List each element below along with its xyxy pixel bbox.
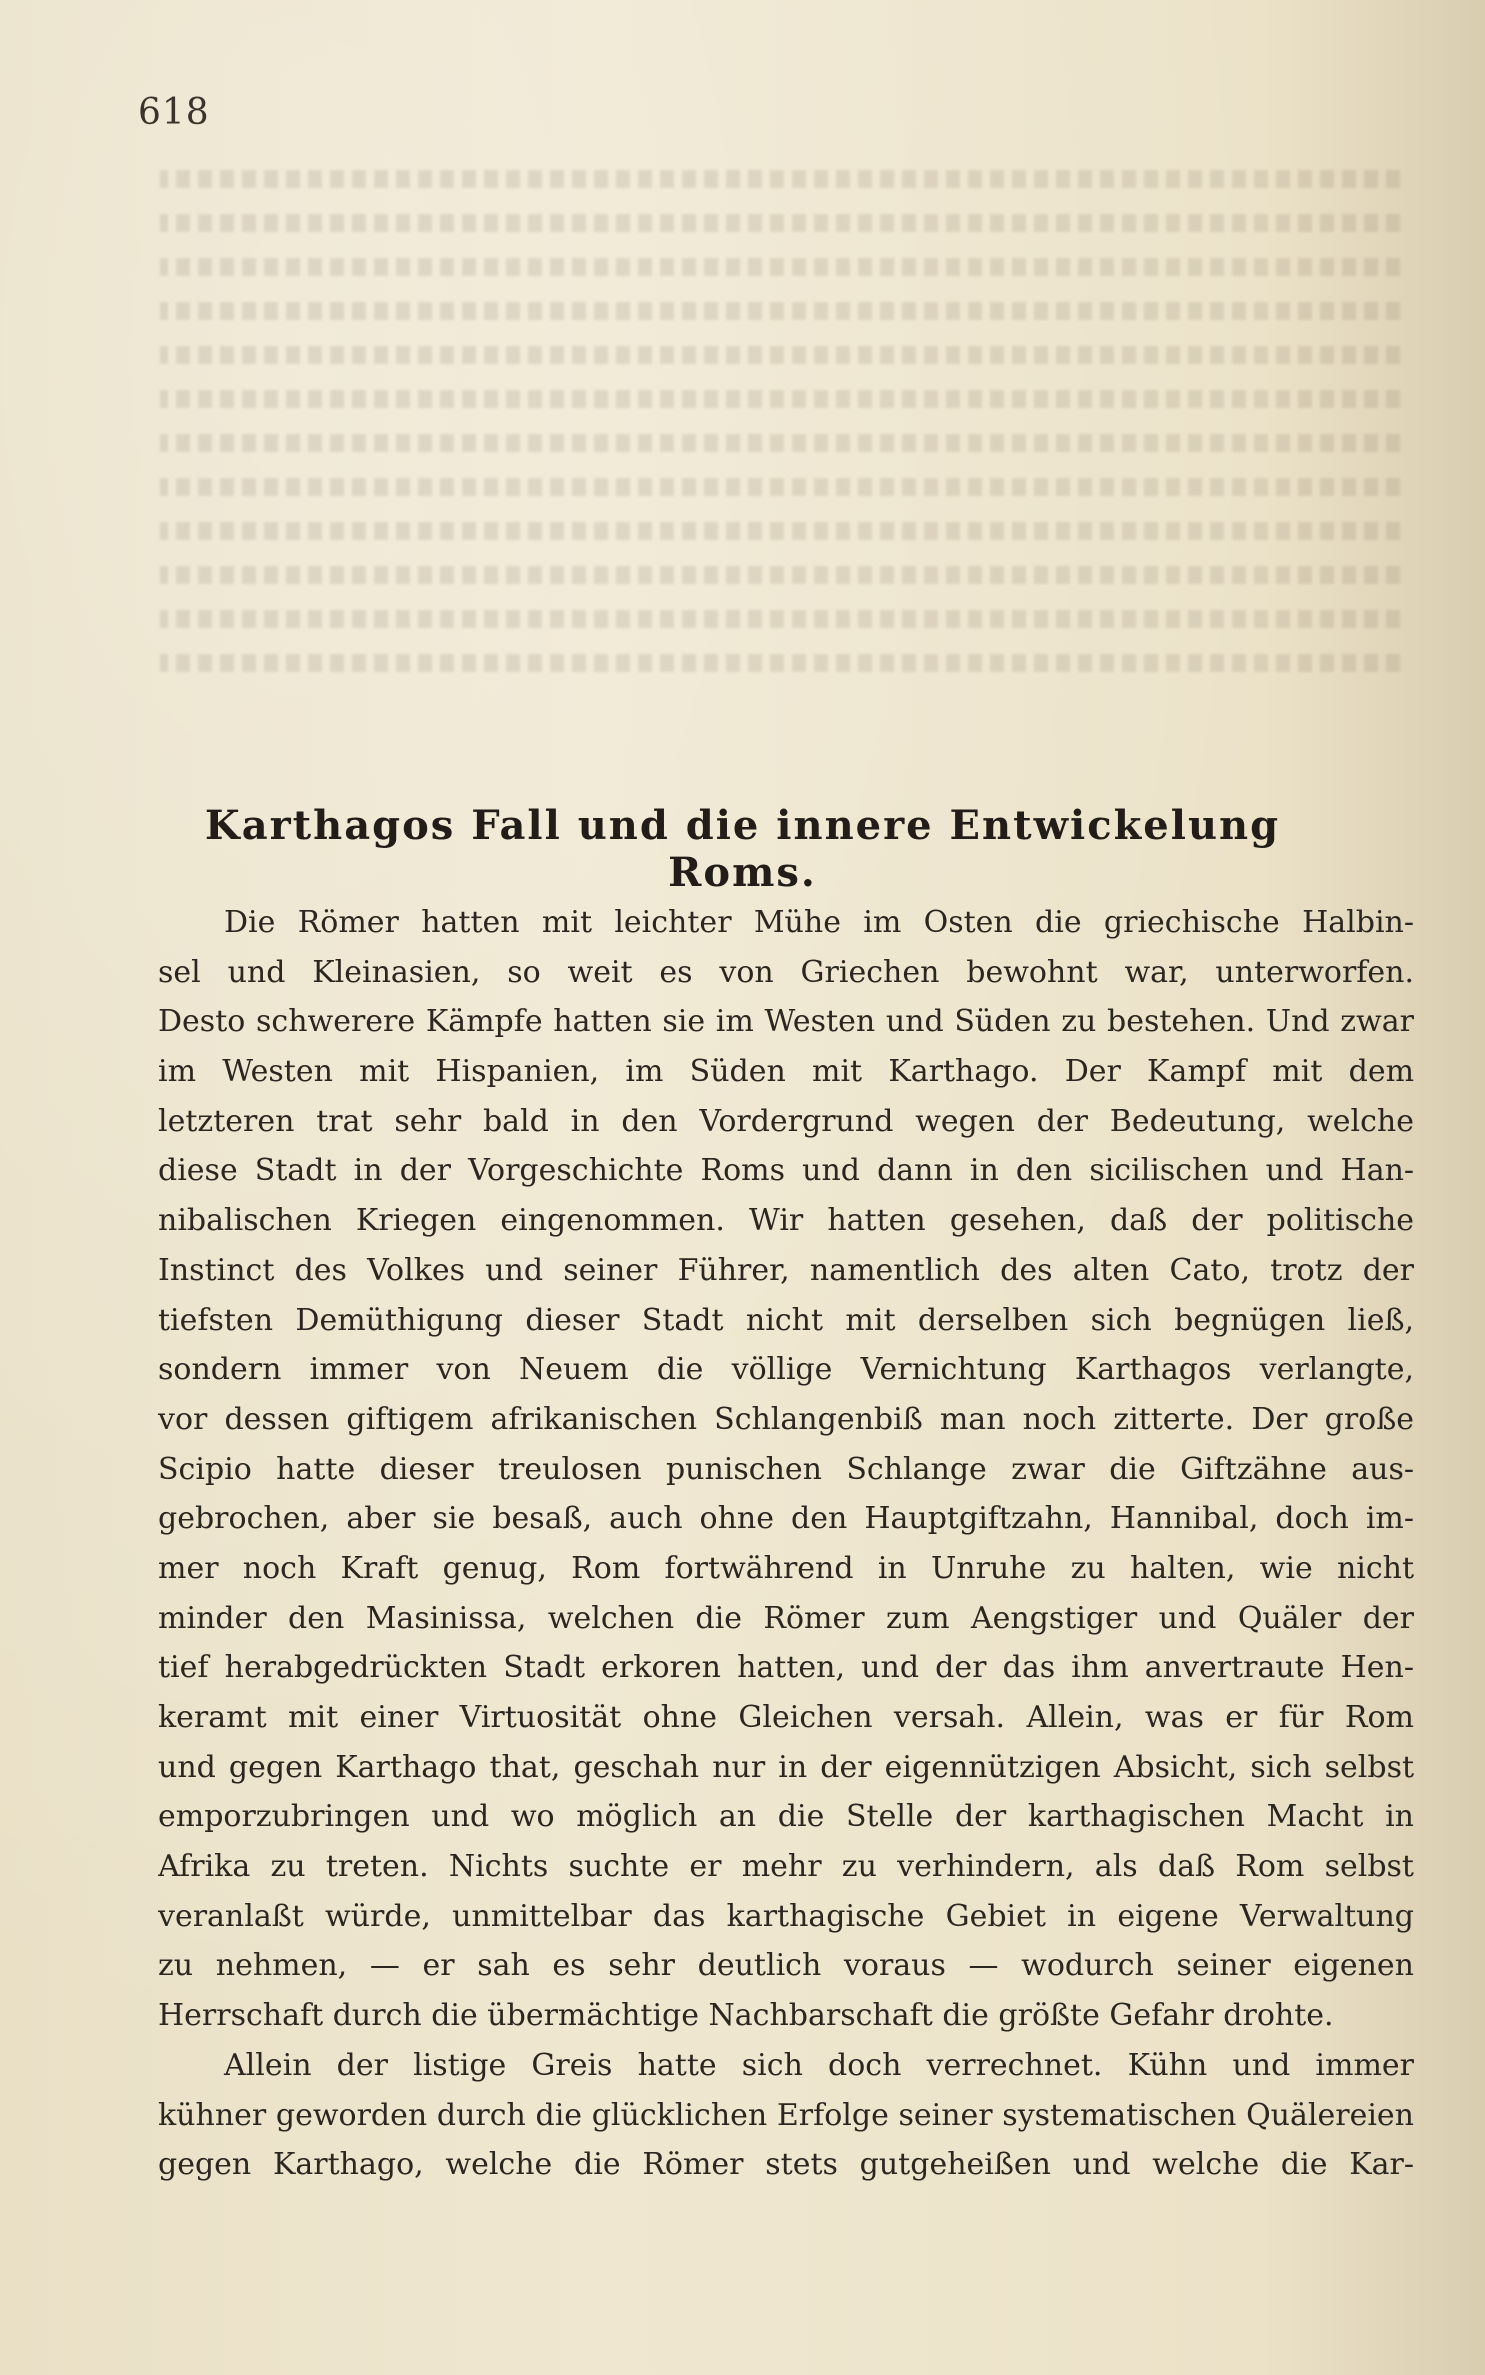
text-line: tiefsten Demüthigung dieser Stadt nicht mit derselben sich begnügen ließ, [158,1302,1414,1338]
text-line: Scipio hatte dieser treulosen punischen Schlange zwar die Giftzähne aus- [158,1451,1414,1487]
text-line: kühner geworden durch die glücklichen Erfolge seiner systematischen Quälereien [158,2097,1414,2133]
text-line: gegen Karthago, welche die Römer stets gutgeheißen und welche die Kar- [158,2147,1414,2183]
text-line: sondern immer von Neuem die völlige Vernichtung Karthagos verlangte, [158,1352,1414,1388]
text-line: emporzubringen und wo möglich an die Stelle der karthagischen Macht in [158,1799,1414,1835]
text-line: zu nehmen, — er sah es sehr deutlich voraus — wodurch seiner eigenen [158,1948,1414,1984]
text-line: letzteren trat sehr bald in den Vordergrund wegen der Bedeutung, welche [158,1103,1414,1139]
text-line: vor dessen giftigem afrikanischen Schlangenbiß man noch zitterte. Der große [158,1401,1414,1437]
text-line: minder den Masinissa, welchen die Römer zum Aengstiger und Quäler der [158,1600,1414,1636]
text-line: und gegen Karthago that, geschah nur in der eigennützigen Absicht, sich selbst [158,1749,1414,1785]
text-line: Allein der listige Greis hatte sich doch verrechnet. Kühn und immer [224,2047,1414,2083]
text-line: sel und Kleinasien, so weit es von Griechen bewohnt war, unterworfen. [158,954,1414,990]
text-line: nibalischen Kriegen eingenommen. Wir hatten gesehen, daß der politische [158,1203,1414,1239]
bleed-through-shadow [160,170,1400,730]
text-line: mer noch Kraft genug, Rom fortwährend in Unruhe zu halten, wie nicht [158,1550,1414,1586]
text-line: Afrika zu treten. Nichts suchte er mehr zu verhindern, als daß Rom selbst [158,1849,1414,1885]
text-line: Instinct des Volkes und seiner Führer, namentlich des alten Cato, trotz der [158,1252,1414,1288]
chapter-title: Karthagos Fall und die innere Entwickelung Roms. [204,802,1281,896]
text-line: Die Römer hatten mit leichter Mühe im Osten die griechische Halbin- [224,905,1414,940]
page-number: 618 [138,92,210,133]
text-line: Herrschaft durch die übermächtige Nachbarschaft die größte Gefahr drohte. [158,1998,1334,2034]
text-line: Desto schwerere Kämpfe hatten sie im Westen und Süden zu bestehen. Und zwar [158,1004,1414,1040]
text-line: im Westen mit Hispanien, im Süden mit Karthago. Der Kampf mit dem [158,1054,1414,1090]
text-line: diese Stadt in der Vorgeschichte Roms und dann in den sicilischen und Han- [158,1153,1414,1189]
text-line: veranlaßt würde, unmittelbar das karthagische Gebiet in eigene Verwaltung [158,1898,1414,1934]
text-line: tief herabgedrückten Stadt erkoren hatten, und der das ihm anvertraute Hen- [158,1650,1414,1686]
body-text [158,898,1414,2190]
text-line: keramt mit einer Virtuosität ohne Gleichen versah. Allein, was er für Rom [158,1700,1414,1735]
text-line: gebrochen, aber sie besaß, auch ohne den Hauptgiftzahn, Hannibal, doch im- [158,1501,1414,1537]
